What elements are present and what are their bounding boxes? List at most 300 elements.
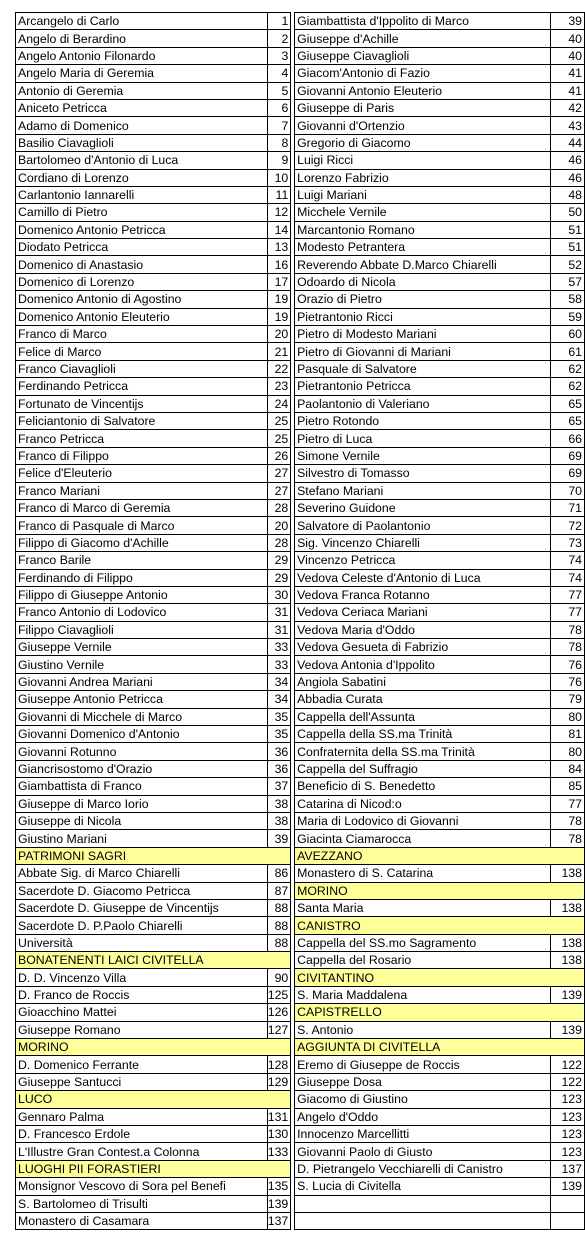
page-number-cell: 88 [267, 899, 291, 916]
owner-name-cell: Catarina di Nicod:o [295, 795, 551, 812]
page-number-cell: 21 [267, 343, 291, 360]
owner-name-cell: Monastero di S. Catarina [295, 865, 551, 882]
page-number-cell: 77 [551, 604, 585, 621]
page-number-cell: 76 [551, 656, 585, 673]
page-number-cell: 35 [267, 708, 291, 725]
page-number-cell: 1 [267, 13, 291, 30]
table-row [16, 360, 291, 377]
table-row [295, 778, 585, 795]
table-row [16, 273, 291, 290]
owner-name-cell: Lorenzo Fabrizio [295, 169, 551, 186]
table-row [295, 169, 585, 186]
page-number-cell: 36 [267, 743, 291, 760]
page-number-cell: 31 [267, 604, 291, 621]
page-number-cell: 59 [551, 308, 585, 325]
table-row [16, 1143, 291, 1160]
table-row [295, 830, 585, 847]
owner-name-cell: Felice d'Eleuterio [16, 465, 268, 482]
table-row [16, 569, 291, 586]
owner-name-cell: Aniceto Petricca [16, 99, 268, 116]
table-row [295, 412, 585, 429]
table-row [295, 99, 585, 116]
table-row [16, 934, 291, 951]
table-row [295, 604, 585, 621]
page-number-cell: 129 [267, 1073, 291, 1090]
table-row [295, 395, 585, 412]
section-header: LUCO [16, 1091, 291, 1108]
owner-name-cell: Franco Petricca [16, 430, 268, 447]
table-row [295, 656, 585, 673]
table-row [295, 152, 585, 169]
owner-name-cell: Sacerdote D. P.Paolo Chiarelli [16, 917, 268, 934]
table-row [295, 639, 585, 656]
page-number-cell: 77 [551, 586, 585, 603]
table-row [16, 621, 291, 638]
page-number-cell: 19 [267, 308, 291, 325]
page-number-cell: 13 [267, 239, 291, 256]
section-header: CAPISTRELLO [295, 1004, 585, 1021]
owner-name-cell: Stefano Mariani [295, 482, 551, 499]
table-row [16, 465, 291, 482]
table-row [16, 134, 291, 151]
page-number-cell: 123 [551, 1108, 585, 1125]
owner-name-cell: Giuseppe di Marco Iorio [16, 795, 268, 812]
table-row [295, 952, 585, 969]
owner-name-cell: Giambattista di Franco [16, 778, 268, 795]
owner-name-cell: Domenico Antonio di Agostino [16, 291, 268, 308]
table-row [16, 308, 291, 325]
owner-name-cell: Eremo di Giuseppe de Roccis [295, 1056, 551, 1073]
page-number-cell: 34 [267, 673, 291, 690]
right-register-table [294, 12, 585, 1230]
page-number-cell: 7 [267, 117, 291, 134]
table-row [295, 343, 585, 360]
table-row [16, 1195, 291, 1212]
page-number-cell: 33 [267, 656, 291, 673]
table-row [295, 812, 585, 829]
table-row [295, 430, 585, 447]
table-row [295, 65, 585, 82]
owner-name-cell: Monsignor Vescovo di Sora pel Benefi [16, 1178, 268, 1195]
section-header-row [295, 1039, 585, 1056]
page-number-cell: 139 [551, 1021, 585, 1038]
page-number-cell: 66 [551, 430, 585, 447]
table-row [295, 47, 585, 64]
owner-name-cell: Gioacchino Mattei [16, 1004, 268, 1021]
owner-name-cell: Giovanni Domenico d'Antonio [16, 726, 268, 743]
table-row [295, 1195, 585, 1212]
owner-name-cell: D. D. Vincenzo Villa [16, 969, 268, 986]
table-row [16, 186, 291, 203]
owner-name-cell: Giuseppe Vernile [16, 639, 268, 656]
owner-name-cell: Filippo di Giacomo d'Achille [16, 534, 268, 551]
owner-name-cell: Gregorio di Giacomo [295, 134, 551, 151]
table-row [295, 795, 585, 812]
owner-name-cell: Giovanni Rotunno [16, 743, 268, 760]
table-row [295, 1091, 585, 1108]
owner-name-cell: Angiola Sabatini [295, 673, 551, 690]
page-number-cell: 37 [267, 778, 291, 795]
table-row [295, 30, 585, 47]
table-row [16, 778, 291, 795]
table-row [16, 1212, 291, 1229]
table-row [295, 1178, 585, 1195]
page-number-cell: 28 [267, 534, 291, 551]
owner-name-cell: Giuseppe di Paris [295, 99, 551, 116]
table-row [16, 1073, 291, 1090]
owner-name-cell: Giuseppe Santucci [16, 1073, 268, 1090]
owner-name-cell: Gennaro Palma [16, 1108, 268, 1125]
owner-name-cell: Franco di Pasquale di Marco [16, 517, 268, 534]
owner-name-cell: Pietrantonio Ricci [295, 308, 551, 325]
table-row [16, 152, 291, 169]
page-number-cell: 51 [551, 239, 585, 256]
page-number-cell: 46 [551, 169, 585, 186]
table-row [16, 482, 291, 499]
owner-name-cell: Franco Ciavaglioli [16, 360, 268, 377]
owner-name-cell: Orazio di Pietro [295, 291, 551, 308]
owner-name-cell: Cordiano di Lorenzo [16, 169, 268, 186]
page-number-cell: 36 [267, 760, 291, 777]
page-number-cell: 16 [267, 256, 291, 273]
owner-name-cell: Domenico Antonio Petricca [16, 221, 268, 238]
page-number-cell: 133 [267, 1143, 291, 1160]
table-row [295, 673, 585, 690]
owner-name-cell: Domenico di Anastasio [16, 256, 268, 273]
table-row [16, 1178, 291, 1195]
owner-name-cell: Simone Vernile [295, 447, 551, 464]
page-number-cell: 41 [551, 65, 585, 82]
table-row [16, 82, 291, 99]
page-number-cell [551, 1212, 585, 1229]
page-number-cell: 27 [267, 482, 291, 499]
table-row [295, 378, 585, 395]
page-number-cell: 123 [551, 1126, 585, 1143]
page-number-cell: 25 [267, 430, 291, 447]
owner-name-cell: Domenico Antonio Eleuterio [16, 308, 268, 325]
table-row [295, 186, 585, 203]
page-number-cell: 76 [551, 673, 585, 690]
page-number-cell: 127 [267, 1021, 291, 1038]
table-row [16, 534, 291, 551]
owner-name-cell: Luigi Ricci [295, 152, 551, 169]
owner-name-cell [295, 1212, 551, 1229]
owner-name-cell: Vedova Celeste d'Antonio di Luca [295, 569, 551, 586]
table-row [295, 621, 585, 638]
owner-name-cell: Pietro di Luca [295, 430, 551, 447]
owner-name-cell: Angelo Maria di Geremia [16, 65, 268, 82]
owner-name-cell: Cappella del SS.mo Sagramento [295, 934, 551, 951]
page-number-cell: 122 [551, 1056, 585, 1073]
owner-name-cell: Pietrantonio Petricca [295, 378, 551, 395]
page-number-cell: 73 [551, 534, 585, 551]
owner-name-cell: Sacerdote D. Giuseppe de Vincentijs [16, 899, 268, 916]
page-number-cell: 5 [267, 82, 291, 99]
page-number-cell: 78 [551, 621, 585, 638]
owner-name-cell: Ferdinando di Filippo [16, 569, 268, 586]
table-row [295, 517, 585, 534]
owner-name-cell: Giuseppe Romano [16, 1021, 268, 1038]
owner-name-cell: Vedova Ceriaca Mariani [295, 604, 551, 621]
page-number-cell: 80 [551, 743, 585, 760]
table-row [295, 552, 585, 569]
owner-name-cell: Camillo di Pietro [16, 204, 268, 221]
owner-name-cell: Vedova Maria d'Oddo [295, 621, 551, 638]
page-number-cell: 40 [551, 47, 585, 64]
section-header: BONATENENTI LAICI CIVITELLA [16, 952, 291, 969]
table-row [16, 552, 291, 569]
table-row [295, 934, 585, 951]
table-row [16, 47, 291, 64]
table-row [16, 586, 291, 603]
table-row [16, 395, 291, 412]
owner-name-cell: S. Antonio [295, 1021, 551, 1038]
section-header: PATRIMONI SAGRI [16, 847, 291, 864]
section-header-row [16, 1039, 291, 1056]
owner-name-cell: Giovanni Antonio Eleuterio [295, 82, 551, 99]
owner-name-cell: Arcangelo di Carlo [16, 13, 268, 30]
table-row [295, 569, 585, 586]
page-number-cell: 6 [267, 99, 291, 116]
page-number-cell: 122 [551, 1073, 585, 1090]
table-row [16, 726, 291, 743]
page-number-cell: 79 [551, 691, 585, 708]
page-number-cell: 52 [551, 256, 585, 273]
page-number-cell: 65 [551, 412, 585, 429]
page-number-cell: 14 [267, 221, 291, 238]
page-number-cell: 22 [267, 360, 291, 377]
page-number-cell: 29 [267, 552, 291, 569]
table-row [16, 969, 291, 986]
table-row [16, 378, 291, 395]
owner-name-cell: Innocenzo Marcellitti [295, 1126, 551, 1143]
page-number-cell: 78 [551, 639, 585, 656]
owner-name-cell: Pasquale di Salvatore [295, 360, 551, 377]
table-row [295, 1056, 585, 1073]
table-row [16, 760, 291, 777]
table-row [16, 326, 291, 343]
page-number-cell: 87 [267, 882, 291, 899]
section-header: CIVITANTINO [295, 969, 585, 986]
left-register-table [15, 12, 291, 1230]
owner-name-cell: D. Franco de Roccis [16, 986, 268, 1003]
owner-name-cell: Giovanni Paolo di Giusto [295, 1143, 551, 1160]
table-row [295, 291, 585, 308]
table-row [16, 517, 291, 534]
page-number-cell: 85 [551, 778, 585, 795]
page-number-cell: 9 [267, 152, 291, 169]
page-number-cell: 137 [551, 1160, 585, 1177]
page-number-cell: 38 [267, 812, 291, 829]
table-row [16, 239, 291, 256]
page-number-cell: 19 [267, 291, 291, 308]
table-row [16, 65, 291, 82]
table-row [295, 134, 585, 151]
table-row [16, 691, 291, 708]
page-number-cell: 30 [267, 586, 291, 603]
page-number-cell: 84 [551, 760, 585, 777]
owner-name-cell: Pietro Rotondo [295, 412, 551, 429]
section-header-row [295, 847, 585, 864]
table-row [16, 708, 291, 725]
page-number-cell: 25 [267, 412, 291, 429]
owner-name-cell: Cappella della SS.ma Trinità [295, 726, 551, 743]
page-number-cell: 138 [551, 934, 585, 951]
page-number-cell: 12 [267, 204, 291, 221]
owner-name-cell: Sig. Vincenzo Chiarelli [295, 534, 551, 551]
table-row [295, 899, 585, 916]
page-number-cell [551, 1195, 585, 1212]
page-number-cell: 29 [267, 569, 291, 586]
table-row [16, 430, 291, 447]
table-row [16, 830, 291, 847]
owner-name-cell: Marcantonio Romano [295, 221, 551, 238]
owner-name-cell: Confraternita della SS.ma Trinità [295, 743, 551, 760]
page-number-cell: 78 [551, 812, 585, 829]
table-row [295, 499, 585, 516]
table-row [295, 1108, 585, 1125]
table-row [16, 604, 291, 621]
table-row [16, 204, 291, 221]
table-row [16, 30, 291, 47]
page-number-cell: 23 [267, 378, 291, 395]
owner-name-cell: Sacerdote D. Giacomo Petricca [16, 882, 268, 899]
owner-name-cell: S. Bartolomeo di Trisulti [16, 1195, 268, 1212]
page-number-cell: 57 [551, 273, 585, 290]
section-header-row [295, 882, 585, 899]
table-row [16, 986, 291, 1003]
page-number-cell: 41 [551, 82, 585, 99]
owner-name-cell: Bartolomeo d'Antonio di Luca [16, 152, 268, 169]
page-number-cell: 62 [551, 378, 585, 395]
table-row [295, 465, 585, 482]
section-header: AGGIUNTA DI CIVITELLA [295, 1039, 585, 1056]
table-row [295, 360, 585, 377]
owner-name-cell: D. Domenico Ferrante [16, 1056, 268, 1073]
page-number-cell: 20 [267, 517, 291, 534]
page-number-cell: 27 [267, 465, 291, 482]
owner-name-cell: Luigi Mariani [295, 186, 551, 203]
page-number-cell: 138 [551, 952, 585, 969]
owner-name-cell: L'Illustre Gran Contest.a Colonna [16, 1143, 268, 1160]
page-number-cell: 50 [551, 204, 585, 221]
owner-name-cell: Franco Mariani [16, 482, 268, 499]
page-number-cell: 33 [267, 639, 291, 656]
owner-name-cell: Giancrisostomo d'Orazio [16, 760, 268, 777]
table-row [295, 221, 585, 238]
owner-name-cell: Franco di Marco [16, 326, 268, 343]
page-number-cell: 80 [551, 708, 585, 725]
page-number-cell: 139 [551, 986, 585, 1003]
table-row [16, 447, 291, 464]
table-row [16, 1004, 291, 1021]
page-number-cell: 138 [551, 865, 585, 882]
table-row [295, 691, 585, 708]
page-number-cell: 60 [551, 326, 585, 343]
page-number-cell: 48 [551, 186, 585, 203]
owner-name-cell: Pietro di Modesto Mariani [295, 326, 551, 343]
section-header-row [16, 952, 291, 969]
owner-name-cell: Basilio Ciavaglioli [16, 134, 268, 151]
table-row [295, 743, 585, 760]
page-number-cell: 24 [267, 395, 291, 412]
table-row [295, 865, 585, 882]
section-header-row [295, 1004, 585, 1021]
page-number-cell: 69 [551, 447, 585, 464]
table-row [16, 743, 291, 760]
owner-name-cell: Cappella dell'Assunta [295, 708, 551, 725]
owner-name-cell: Giuseppe Ciavaglioli [295, 47, 551, 64]
page-number-cell: 81 [551, 726, 585, 743]
owner-name-cell: Giuseppe d'Achille [295, 30, 551, 47]
table-row [295, 482, 585, 499]
table-row [295, 13, 585, 30]
owner-name-cell: Angelo Antonio Filonardo [16, 47, 268, 64]
section-header-row [16, 1091, 291, 1108]
table-row [295, 1143, 585, 1160]
table-row [295, 726, 585, 743]
table-row [16, 1126, 291, 1143]
section-header-row [16, 1160, 291, 1177]
section-header: AVEZZANO [295, 847, 585, 864]
page-number-cell: 44 [551, 134, 585, 151]
owner-name-cell: D. Francesco Erdole [16, 1126, 268, 1143]
table-row [295, 308, 585, 325]
page-number-cell: 43 [551, 117, 585, 134]
owner-name-cell: Fortunato de Vincentijs [16, 395, 268, 412]
owner-name-cell: Abbate Sig. di Marco Chiarelli [16, 865, 268, 882]
owner-name-cell: Vedova Franca Rotanno [295, 586, 551, 603]
owner-name-cell: Reverendo Abbate D.Marco Chiarelli [295, 256, 551, 273]
page-number-cell: 86 [267, 865, 291, 882]
owner-name-cell: Giacinta Ciamarocca [295, 830, 551, 847]
page-number-cell: 123 [551, 1091, 585, 1108]
page-number-cell: 11 [267, 186, 291, 203]
page-number-cell: 65 [551, 395, 585, 412]
table-row [16, 673, 291, 690]
owner-name-cell: Franco di Filippo [16, 447, 268, 464]
owner-name-cell: S. Maria Maddalena [295, 986, 551, 1003]
table-row [16, 343, 291, 360]
table-row [16, 291, 291, 308]
owner-name-cell: Antonio di Geremia [16, 82, 268, 99]
page-number-cell: 34 [267, 691, 291, 708]
table-row [295, 82, 585, 99]
owner-name-cell: Giuseppe di Nicola [16, 812, 268, 829]
page-number-cell: 3 [267, 47, 291, 64]
owner-name-cell: Cappella del Suffragio [295, 760, 551, 777]
owner-name-cell: Franco Antonio di Lodovico [16, 604, 268, 621]
table-row [295, 256, 585, 273]
owner-name-cell: Giovanni Andrea Mariani [16, 673, 268, 690]
page-number-cell: 126 [267, 1004, 291, 1021]
page-number-cell: 58 [551, 291, 585, 308]
page-number-cell: 138 [551, 899, 585, 916]
owner-name-cell: Adamo di Domenico [16, 117, 268, 134]
table-row [16, 882, 291, 899]
owner-name-cell [295, 1195, 551, 1212]
page-number-cell: 38 [267, 795, 291, 812]
owner-name-cell: Giambattista d'Ippolito di Marco [295, 13, 551, 30]
table-row [16, 639, 291, 656]
page-number-cell: 26 [267, 447, 291, 464]
table-row [16, 499, 291, 516]
owner-name-cell: Università [16, 934, 268, 951]
page-number-cell: 2 [267, 30, 291, 47]
owner-name-cell: Pietro di Giovanni di Mariani [295, 343, 551, 360]
table-row [295, 586, 585, 603]
table-row [16, 412, 291, 429]
